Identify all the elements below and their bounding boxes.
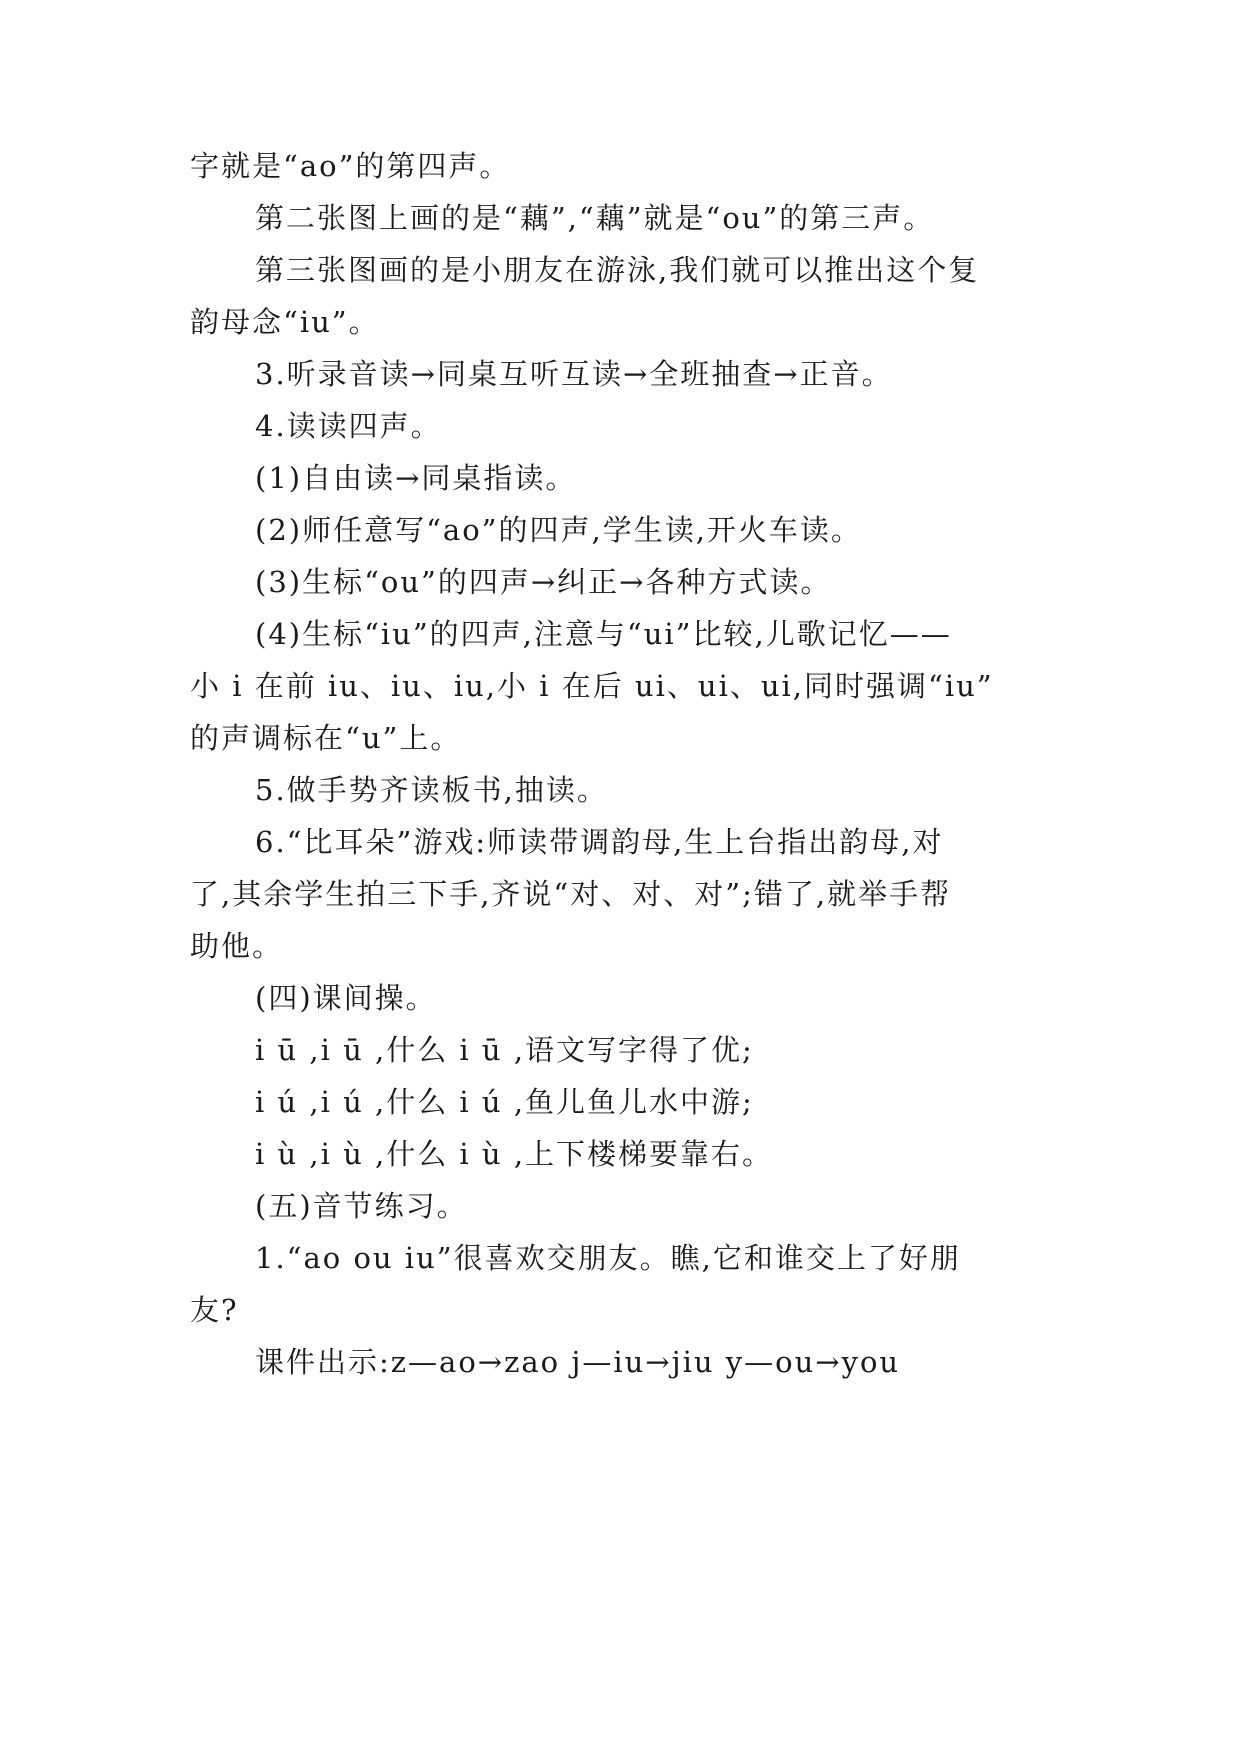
text-line: 1.“ao ou iu”很喜欢交朋友。瞧,它和谁交上了好朋: [255, 1241, 961, 1275]
text-line: (2)师任意写“ao”的四声,学生读,开火车读。: [255, 513, 862, 547]
text-line: 了,其余学生拍三下手,齐说“对、对、对”;错了,就举手帮: [190, 877, 952, 911]
text-line: i ù ,i ù ,什么 i ù ,上下楼梯要靠右。: [255, 1137, 774, 1171]
text-line: 助他。: [190, 929, 284, 963]
text-line: 字就是“ao”的第四声。: [190, 149, 511, 183]
text-line: i ū ,i ū ,什么 i ū ,语文写字得了优;: [255, 1033, 754, 1067]
text-line: 第二张图上画的是“藕”,“藕”就是“ou”的第三声。: [255, 201, 935, 235]
text-line: (4)生标“iu”的四声,注意与“ui”比较,儿歌记忆——: [255, 617, 952, 651]
text-line: 6.“比耳朵”游戏:师读带调韵母,生上台指出韵母,对: [255, 825, 944, 859]
text-line: (四)课间操。: [255, 981, 437, 1015]
text-line: 第三张图画的是小朋友在游泳,我们就可以推出这个复: [255, 253, 980, 287]
text-line: 3.听录音读→同桌互听互读→全班抽查→正音。: [255, 357, 893, 391]
text-line: i ú ,i ú ,什么 i ú ,鱼儿鱼儿水中游;: [255, 1085, 754, 1119]
text-line: 4.读读四声。: [255, 409, 442, 443]
text-line: (3)生标“ou”的四声→纠正→各种方式读。: [255, 565, 832, 599]
text-line: 课件出示:z—ao→zao j—iu→jiu y—ou→you: [255, 1345, 901, 1379]
text-line: 5.做手势齐读板书,抽读。: [255, 773, 608, 807]
text-line: 的声调标在“u”上。: [190, 721, 462, 755]
text-line: 韵母念“iu”。: [190, 305, 380, 339]
text-line: 友?: [190, 1293, 239, 1327]
text-line: 小 i 在前 iu、iu、iu,小 i 在后 ui、ui、ui,同时强调“iu”: [190, 669, 994, 703]
text-line: (1)自由读→同桌指读。: [255, 461, 577, 495]
text-line: (五)音节练习。: [255, 1189, 468, 1223]
